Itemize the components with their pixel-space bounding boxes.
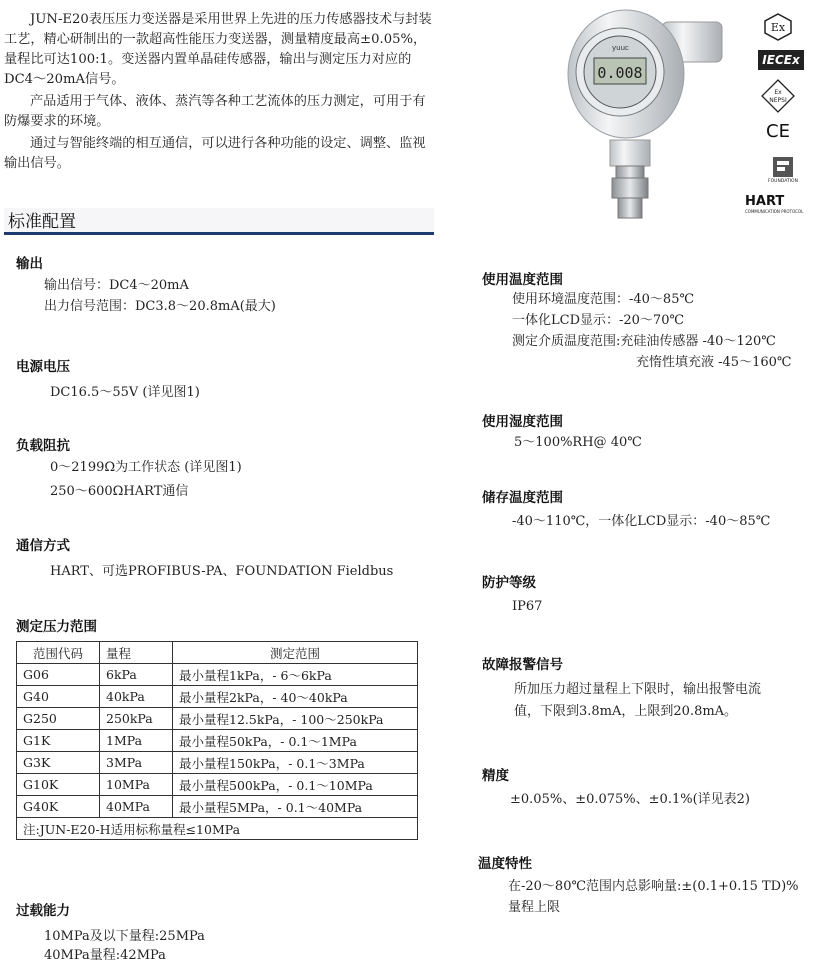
accuracy-heading: 精度: [482, 768, 509, 784]
iecex-logo: IECEx: [758, 50, 804, 70]
svg-text:Ex: Ex: [770, 21, 786, 34]
table-cell: G250: [17, 708, 100, 730]
col-span: 量程: [100, 642, 173, 664]
table-row: [17, 730, 418, 752]
temp-heading: 使用温度范围: [482, 272, 563, 288]
intro-paragraph-2: 产品适用于气体、液体、蒸汽等各种工艺流体的压力测定，可用于有防爆要求的环境。: [4, 94, 426, 129]
storage-heading: 储存温度范围: [482, 490, 563, 506]
table-header-row: [17, 642, 418, 664]
table-cell: 最小量程2kPa，- 40～40kPa: [173, 686, 418, 708]
table-cell: 10MPa: [100, 774, 173, 796]
humidity-line-1: 5～100%RH@ 40℃: [514, 435, 642, 450]
table-cell: G40: [17, 686, 100, 708]
ce-logo: CE: [766, 120, 790, 142]
overload-heading: 过载能力: [16, 903, 70, 919]
table-cell: G1K: [17, 730, 100, 752]
table-note: 注:JUN-E20-H适用标称量程≤10MPa: [17, 818, 418, 840]
output-line-2: 出力信号范围：DC3.8～20.8mA(最大): [44, 299, 276, 314]
power-line-1: DC16.5～55V (详见图1): [50, 385, 200, 400]
temp-line-3: 测定介质温度范围:充硅油传感器 -40～120℃: [512, 334, 776, 349]
table-cell: G3K: [17, 752, 100, 774]
intro-paragraph-3: 通过与智能终端的相互通信，可以进行各种功能的设定、调整、监视输出信号。: [4, 136, 426, 171]
tempchar-line-2: 量程上限: [508, 900, 561, 915]
brand-mark: yuuc: [612, 44, 629, 52]
hart-logo: HART COMMUNICATION PROTOCOL: [745, 194, 804, 214]
col-code: 范围代码: [17, 642, 100, 664]
table-cell: 最小量程5MPa，- 0.1～40MPa: [173, 796, 418, 818]
load-heading: 负载阻抗: [16, 438, 70, 454]
lcd-value: 0.008: [597, 64, 643, 82]
range-heading: 测定压力范围: [16, 619, 97, 635]
tempchar-line-1: 在-20～80℃范围内总影响量:±(0.1+0.15 TD)%: [508, 879, 799, 894]
svg-text:Ex: Ex: [774, 89, 782, 96]
overload-line-2: 40MPa量程:42MPa: [44, 948, 166, 963]
table-cell: 最小量程12.5kPa，- 100～250kPa: [173, 708, 418, 730]
alarm-line-1: 所加压力超过量程上下限时，输出报警电流: [514, 682, 762, 697]
range-table: [16, 641, 418, 840]
col-measure: 测定范围: [173, 642, 418, 664]
power-heading: 电源电压: [16, 359, 70, 375]
comm-line-1: HART、可选PROFIBUS-PA、FOUNDATION Fieldbus: [50, 564, 394, 579]
nepsi-logo: [760, 78, 796, 114]
table-cell: 最小量程500kPa，- 0.1～10MPa: [173, 774, 418, 796]
ex-logo: [760, 12, 796, 42]
product-image: [552, 0, 752, 222]
table-cell: G10K: [17, 774, 100, 796]
output-heading: 输出: [16, 256, 43, 272]
table-cell: G06: [17, 664, 100, 686]
humidity-heading: 使用湿度范围: [482, 414, 563, 430]
table-cell: 6kPa: [100, 664, 173, 686]
alarm-heading: 故障报警信号: [482, 657, 563, 673]
load-line-2: 250～600ΩHART通信: [50, 484, 189, 499]
table-row: [17, 686, 418, 708]
comm-heading: 通信方式: [16, 538, 70, 554]
table-cell: 250kPa: [100, 708, 173, 730]
table-cell: 40MPa: [100, 796, 173, 818]
table-cell: 最小量程150kPa，- 0.1～3MPa: [173, 752, 418, 774]
table-cell: 最小量程1kPa，- 6～6kPa: [173, 664, 418, 686]
section-title: 标准配置: [8, 212, 76, 232]
svg-text:NEPSI: NEPSI: [769, 97, 787, 104]
table-row: [17, 708, 418, 730]
storage-line-1: -40～110℃，一体化LCD显示：-40～85℃: [512, 514, 771, 529]
ip-heading: 防护等级: [482, 575, 536, 591]
tempchar-heading: 温度特性: [478, 856, 532, 872]
load-line-1: 0～2199Ω为工作状态 (详见图1): [50, 460, 242, 475]
temp-line-4: 充惰性填充液 -45～160℃: [636, 355, 792, 370]
accuracy-line-1: ±0.05%、±0.075%、±0.1%(详见表2): [510, 792, 750, 807]
table-cell: 最小量程50kPa，- 0.1～1MPa: [173, 730, 418, 752]
intro-paragraph-1: JUN-E20表压压力变送器是采用世界上先进的压力传感器技术与封装工艺，精心研制出的一款超高性能压力变送器，测量精度最高±0.05%，量程比可达100:1。变送器内置单晶硅传感器，输出与测定压力对应的DC4～20mA信号。: [4, 12, 432, 87]
table-cell: 1MPa: [100, 730, 173, 752]
table-row: [17, 664, 418, 686]
table-row: [17, 796, 418, 818]
output-line-1: 输出信号：DC4～20mA: [44, 278, 189, 293]
section-title-bar: [4, 208, 434, 235]
table-cell: G40K: [17, 796, 100, 818]
table-row: [17, 752, 418, 774]
foundation-logo: FOUNDATION: [758, 150, 808, 188]
overload-line-1: 10MPa及以下量程:25MPa: [44, 929, 205, 944]
alarm-line-2: 值，下限到3.8mA，上限到20.8mA。: [514, 704, 738, 719]
ip-line-1: IP67: [512, 599, 543, 614]
temp-line-2: 一体化LCD显示：-20～70℃: [512, 313, 685, 328]
table-cell: 3MPa: [100, 752, 173, 774]
intro: [4, 10, 432, 174]
table-row: [17, 774, 418, 796]
table-cell: 40kPa: [100, 686, 173, 708]
temp-line-1: 使用环境温度范围：-40～85℃: [512, 292, 695, 307]
table-note-row: [17, 818, 418, 840]
